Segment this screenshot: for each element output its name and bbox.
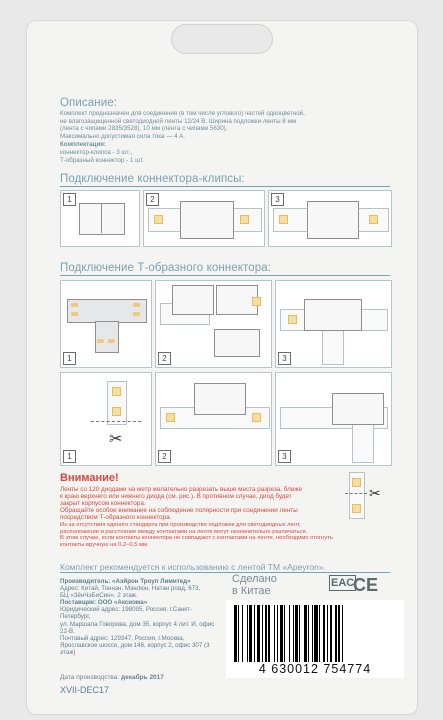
warning-line: Обращайте особое внимание на соблюдение полярности при соединении ленты <box>60 507 298 515</box>
manufacturer-line: Ярославское шоссе, дом 146, корпус 2, офис 307 (3 этаж) <box>60 641 210 656</box>
manufacturer-info <box>60 578 220 656</box>
barcode-bar <box>323 605 326 662</box>
section-divider <box>60 275 390 276</box>
kit-item: Т-образный коннектор - 1 шт. <box>60 156 144 164</box>
barcode-bar <box>277 605 278 662</box>
step-number: 3 <box>271 193 284 206</box>
warning-line: Из-за отсутствия единого стандарта при производстве подложек для светодиодных лент, <box>60 522 301 528</box>
step-number: 3 <box>278 450 291 463</box>
scissors-icon: ✂ <box>369 485 381 501</box>
made-in <box>232 573 277 597</box>
hanging-slot <box>171 24 273 54</box>
kit-title: Комплектация: <box>60 141 106 149</box>
step-number: 2 <box>158 450 171 463</box>
barcode-bar <box>304 605 307 662</box>
barcode-bar <box>308 605 309 662</box>
led <box>369 215 378 224</box>
warning-line: посредством Т-образного коннектора. <box>60 514 172 522</box>
clip-step-1 <box>60 190 140 247</box>
barcode-bar <box>330 605 331 662</box>
barcode-bar <box>254 605 255 662</box>
manufacturer-line: Адрес: Китай, Тоннэн, Мэнлюн, Натан роад, 673, <box>60 585 201 593</box>
description-title: Описание: <box>60 97 118 109</box>
clip-step-3 <box>268 190 392 247</box>
section-t-title: Подключение Т-образного коннектора: <box>60 262 271 274</box>
t-step-1 <box>60 280 152 368</box>
led <box>112 387 121 396</box>
barcode-bar <box>262 605 263 662</box>
manufacturer-line: ул. Маршала Говорова, дом 35, корпус 4 лит. И, офис 22-В. <box>60 620 215 635</box>
barcode-bar <box>314 605 318 662</box>
clip-step-2 <box>143 190 265 247</box>
warning-line: контакты вручную на 0,2–0,5 мм. <box>60 541 149 548</box>
barcode-bar <box>312 605 313 662</box>
led <box>240 215 249 224</box>
clip-connector <box>180 201 234 239</box>
date-value: декабрь 2017 <box>121 674 164 681</box>
barcode-bar <box>295 605 298 662</box>
barcode-bar <box>268 605 271 662</box>
manufacturer-line: БЦ «ЗёнЧэБиСин», 2 этаж. <box>60 592 138 600</box>
scissors-icon: ✂ <box>109 431 123 448</box>
description-text <box>60 110 390 164</box>
barcode-bar <box>327 605 328 662</box>
warning-line: В этом случае, если контакты коннектора не совпадают с контактами на ленте, необходимо отогнуть <box>60 535 333 542</box>
step-number: 1 <box>63 450 76 463</box>
barcode-number: 4 630012 754774 <box>258 662 372 676</box>
barcode-bar <box>280 605 283 662</box>
warning-text-wide <box>60 522 390 548</box>
t-connector <box>304 299 362 331</box>
led <box>252 297 261 306</box>
barcode-bar <box>242 605 243 662</box>
led <box>288 315 297 324</box>
divider <box>101 203 102 233</box>
warning-line: расположение и расстояние между контактами на ленте могут незначительно различаться. <box>60 528 308 535</box>
barcode-bar <box>299 605 300 662</box>
step-number: 1 <box>63 352 76 365</box>
eac-mark: EAC <box>331 577 355 589</box>
t-connector <box>332 393 384 425</box>
t-step-2b <box>155 372 272 466</box>
warning-title: Внимание! <box>60 472 119 484</box>
step-number: 2 <box>146 193 159 206</box>
warning-line: Ленты со 120 диодами на метр желательно разрезать выше места разреза, ближе <box>60 486 303 493</box>
warning-text <box>60 486 350 521</box>
kit-item: коннектор-клипса - 3 шт., <box>60 148 132 156</box>
clip-connector <box>172 285 214 315</box>
led <box>154 215 163 224</box>
led <box>279 215 288 224</box>
barcode-bar <box>257 605 261 662</box>
barcode-bar <box>289 605 290 662</box>
t-step-2 <box>155 280 272 368</box>
t-step-3b <box>275 372 392 466</box>
description-line: Максимально допустимая сила тока — 4 А. <box>60 132 186 140</box>
ce-mark: CE <box>353 575 379 595</box>
barcode-bar <box>338 605 341 662</box>
led <box>252 413 261 422</box>
clip-connector <box>194 383 246 415</box>
manufacturer-line: Почтовый адрес: 129347, Россия, г.Москва, <box>60 634 185 642</box>
barcode-bar <box>293 605 294 662</box>
barcode-bar <box>284 605 285 662</box>
barcode-bar <box>319 605 320 662</box>
description-line: Комплект предназначен для соединения (в том числе углового) частей одноцветной, <box>60 110 305 117</box>
led-strip <box>352 419 374 463</box>
t-step-3 <box>275 280 392 368</box>
clip-connector <box>307 201 359 239</box>
led <box>166 413 175 422</box>
warning-line: закрыт корпусом коннектора. <box>60 500 146 508</box>
barcode-bar <box>265 605 266 662</box>
warning-line: к краю верхнего или нижнего диода (см. рис.). В противном случае, диод будет <box>60 493 292 501</box>
section-clip-title: Подключение коннектора-клипсы: <box>60 173 245 185</box>
step-number: 2 <box>158 352 171 365</box>
manufacturer-line: Юридический адрес: 198095, Россия, г.Санкт-Петербург, <box>60 606 192 621</box>
step-number: 3 <box>278 352 291 365</box>
clip-connector <box>79 203 125 235</box>
barcode-bar <box>274 605 275 662</box>
barcode-bar <box>234 605 237 662</box>
manufacturer-line: Поставщик: ООО «Аксиома» <box>60 599 148 607</box>
barcode-bar <box>249 605 252 662</box>
date-label: Дата производства: <box>60 674 120 681</box>
barcode-bar <box>247 605 248 662</box>
made-in-line: в Китае <box>232 585 271 597</box>
section-divider <box>60 186 390 187</box>
production-date <box>60 674 164 681</box>
barcode <box>226 600 404 678</box>
recommend-text: Комплект рекомендуется к использованию с лентой ТМ «Apeyron». <box>60 562 326 572</box>
step-number: 1 <box>63 193 76 206</box>
barcode-bar <box>342 605 343 662</box>
description-line: не влагозащищенной светодиодной ленты 12/24 В. Ширина подложки ленты 8 мм <box>60 117 296 125</box>
clip-connector <box>214 329 260 357</box>
footer-divider <box>60 572 390 573</box>
t-connector-leg <box>95 321 119 353</box>
cut-diagram <box>345 472 390 517</box>
description-line: (лента с чипами 2835/3528), 10 мм (лента с чипами 5630). <box>60 125 228 133</box>
barcode-bar <box>335 605 336 662</box>
batch-code: XVII-DEC17 <box>60 685 110 695</box>
made-in-line: Сделано <box>232 573 277 585</box>
t-step-1b <box>60 372 152 466</box>
led <box>112 407 121 416</box>
manufacturer-line: Производитель: «Аэйрон Троуп Лимитед» <box>60 578 191 585</box>
barcode-bar <box>238 605 239 662</box>
cut-line <box>91 421 141 423</box>
